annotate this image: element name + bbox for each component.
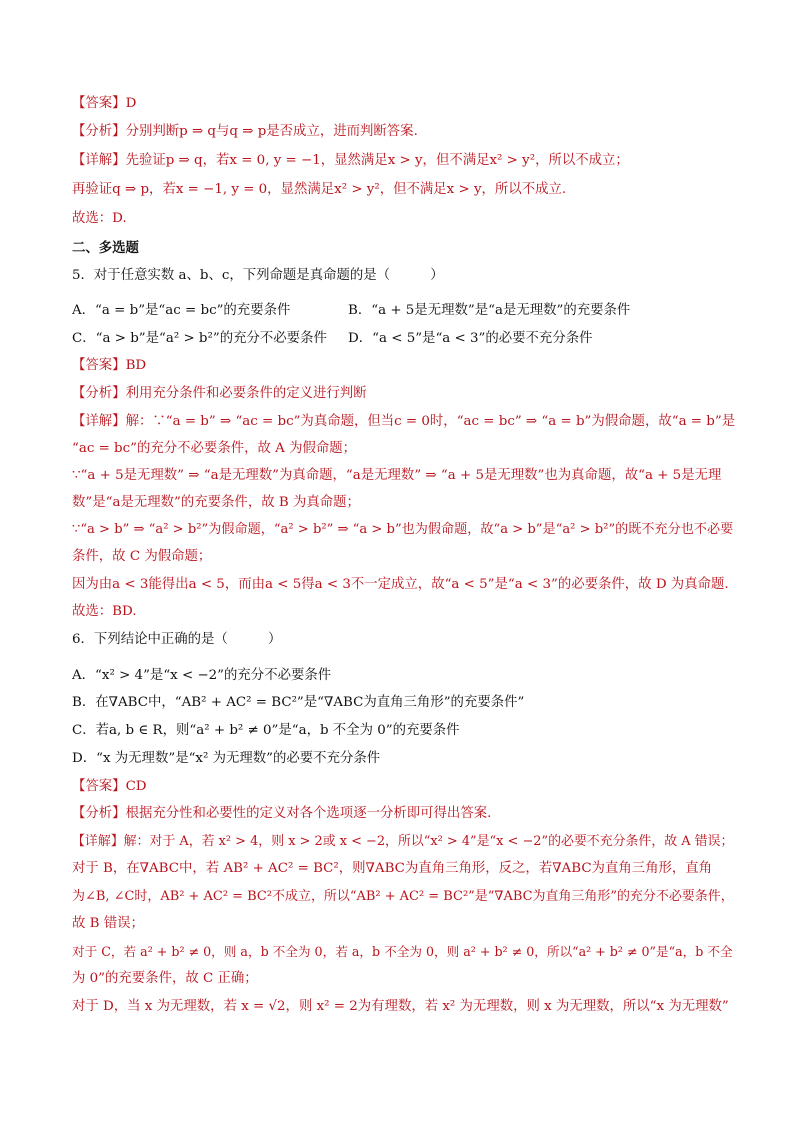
q5-detail-line-3: ∵“a + 5是无理数” ⇒ “a是无理数”为真命题，“a是无理数” ⇒ “a + 5是无理数”也为真命题，故“a + 5是无理 [72, 468, 722, 483]
q6-analysis-line [72, 804, 732, 824]
q5-choose-line: 故选：BD. [72, 604, 137, 619]
q6-detail-line-6: 为 0”的充要条件，故 C 正确； [72, 971, 258, 986]
q4-analysis-line [72, 122, 732, 142]
q4-choose-line: 故选：D. [72, 211, 127, 226]
detail-text: 解：对于 A，若 x² > 4，则 x > 2或 x < −2，所以“x² > 4”是“x < −2”的必要不充分条件，故 A 错误； [123, 834, 734, 849]
section-heading: 二、多选题 [72, 240, 139, 256]
analysis-tag: 【分析】 [72, 124, 126, 139]
q5-detail-line-2: “ac = bc”的充分不必要条件，故 A 为假命题； [72, 441, 357, 456]
q4-detail-line-2: 再验证q ⇒ p，若x = −1, y = 0，显然满足x² > y²，但不满足x > y，所以不成立. [72, 182, 567, 197]
q5-answer-line [72, 356, 732, 376]
answer-value: BD [125, 358, 147, 373]
q5-option-c: C．“a > b”是“a² > b²”的充分不必要条件 [72, 331, 327, 346]
q5-option-a: A．“a = b”是“ac = bc”的充要条件 [72, 303, 291, 318]
q5-analysis-line [72, 384, 732, 404]
q6-option-a: A．“x² > 4”是“x < −2”的充分不必要条件 [72, 668, 332, 683]
q6-option-d: D．“x 为无理数”是“x² 为无理数”的必要不充分条件 [72, 751, 381, 766]
detail-text: 先验证p ⇒ q，若x = 0, y = −1，显然满足x > y，但不满足x² > y²，所以不成立； [125, 153, 629, 168]
q6-option-b: B．在∇ABC中，“AB² + AC² = BC²”是“∇ABC为直角三角形”的充要条件” [72, 695, 525, 710]
q5-option-d: D．“a < 5”是“a < 3”的必要不充分条件 [348, 331, 593, 346]
q5-option-b: B．“a + 5是无理数”是“a是无理数”的充要条件 [348, 303, 631, 318]
q6-detail-line-1 [72, 832, 732, 852]
q6-stem: 6．下列结论中正确的是（ ） [72, 632, 282, 647]
detail-tag: 【详解】 [72, 834, 124, 849]
analysis-text: 分别判断p ⇒ q与q ⇒ p是否成立，进而判断答案. [125, 124, 418, 139]
analysis-text: 根据充分性和必要性的定义对各个选项逐一分析即可得出答案. [125, 806, 492, 821]
analysis-tag: 【分析】 [72, 806, 126, 821]
answer-tag: 【答案】 [72, 779, 126, 794]
q6-detail-line-2: 对于 B，在∇ABC中，若 AB² + AC² = BC²，则∇ABC为直角三角形，反之，若∇ABC为直角三角形，直角 [72, 861, 713, 876]
q5-detail-line-6: 条件，故 C 为假命题； [72, 549, 212, 564]
answer-value: D [125, 96, 137, 111]
answer-tag: 【答案】 [72, 96, 126, 111]
q6-detail-line-4: 故 B 错误； [72, 916, 144, 931]
answer-tag: 【答案】 [72, 358, 126, 373]
q5-detail-line-1 [72, 412, 736, 432]
q6-detail-line-5: 对于 C，若 a² + b² ≠ 0，则 a，b 不全为 0，若 a，b 不全为 0，则 a² + b² ≠ 0，所以“a² + b² ≠ 0”是“a，b 不全 [72, 944, 733, 959]
q5-stem: 5．对于任意实数 a、b、c，下列命题是真命题的是（ ） [72, 268, 444, 283]
q4-detail-line-1 [72, 151, 732, 171]
q5-detail-line-7: 因为由a < 3能得出a < 5，而由a < 5得a < 3不一定成立，故“a < 5”是“a < 3”的必要条件，故 D 为真命题. [72, 577, 729, 592]
analysis-tag: 【分析】 [72, 386, 126, 401]
detail-tag: 【详解】 [72, 153, 126, 168]
q4-answer-line [72, 94, 732, 114]
q5-detail-line-5: ∵“a > b” ⇒ “a² > b²”为假命题，“a² > b²” ⇒ “a > b”也为假命题，故“a > b”是“a² > b²”的既不充分也不必要 [72, 522, 734, 537]
answer-value: CD [125, 779, 147, 794]
q6-answer-line [72, 777, 732, 797]
q5-detail-line-4: 数”是“a是无理数”的充要条件，故 B 为真命题； [72, 495, 360, 510]
q6-detail-line-7: 对于 D，当 x 为无理数，若 x = √2，则 x² = 2为有理数，若 x² 为无理数，则 x 为无理数，所以“x 为无理数” [72, 999, 729, 1014]
q6-option-c: C．若a, b ∈ R，则“a² + b² ≠ 0”是“a，b 不全为 0”的充要条件 [72, 723, 460, 738]
detail-tag: 【详解】 [72, 414, 126, 429]
q6-detail-line-3: 为∠B, ∠C时，AB² + AC² = BC²不成立，所以“AB² + AC² = BC²”是“∇ABC为直角三角形”的充分不必要条件， [72, 889, 734, 904]
detail-text: 解：∵“a = b” ⇒ “ac = bc”为真命题，但当c = 0时，“ac = bc” ⇒ “a = b”为假命题，故“a = b”是 [125, 414, 736, 429]
analysis-text: 利用充分条件和必要条件的定义进行判断 [125, 386, 367, 401]
